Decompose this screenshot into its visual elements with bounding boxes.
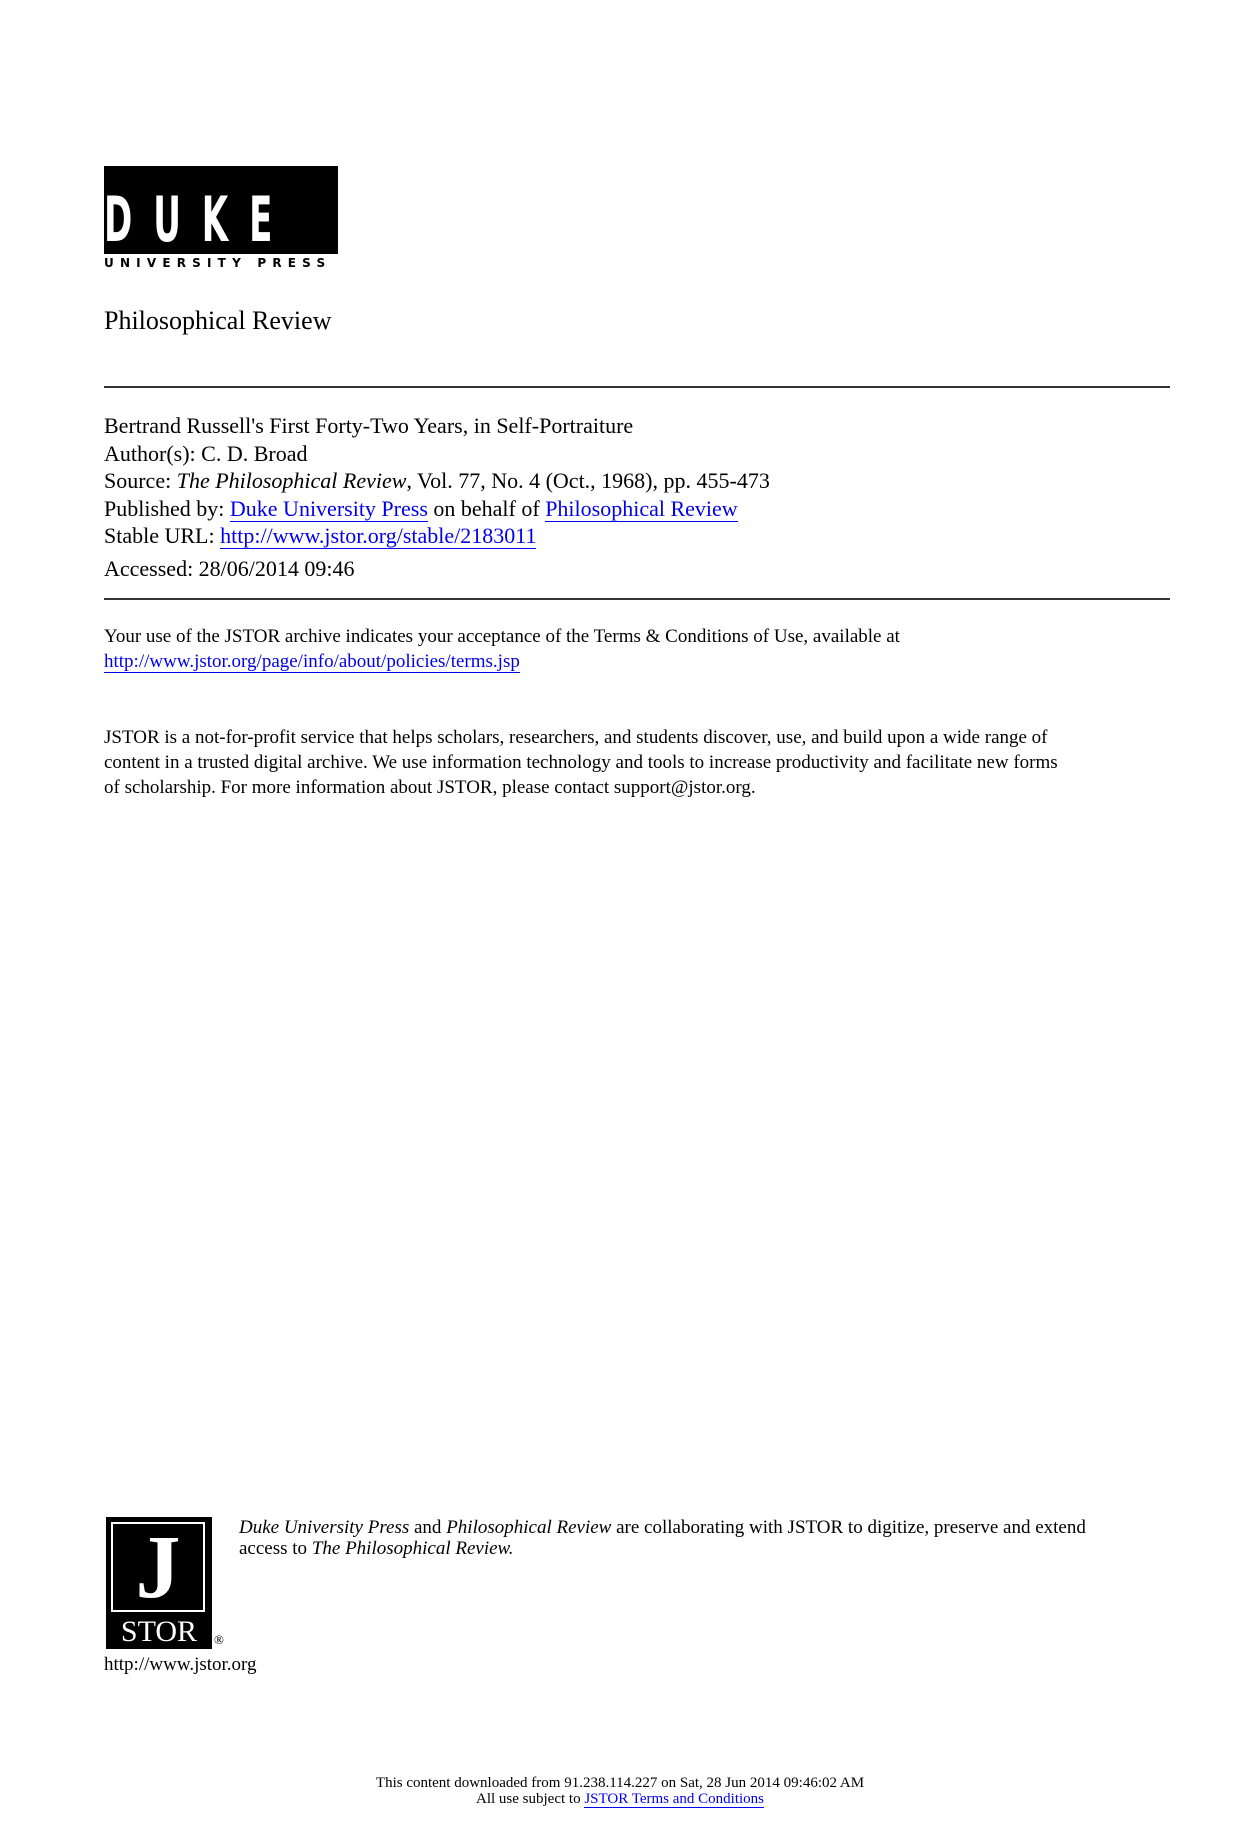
- footer-terms: All use subject to JSTOR Terms and Conditions: [476, 1791, 764, 1807]
- about-line: of scholarship. For more information about JSTOR, please contact support@jstor.org.: [104, 777, 756, 798]
- journal-name: Philosophical Review: [104, 306, 332, 335]
- jstor-url: http://www.jstor.org: [104, 1654, 257, 1675]
- registered-mark: ®: [214, 1632, 224, 1647]
- jstor-logo: J STOR: [106, 1517, 212, 1649]
- about-line: JSTOR is a not-for-profit service that helps scholars, researchers, and students discover, use, and build upon a wide range of: [104, 727, 1048, 748]
- terms-line2: [104, 651, 520, 673]
- stable-url-line: Stable URL: http://www.jstor.org/stable/2183011: [104, 523, 537, 548]
- article-title: Bertrand Russell's First Forty-Two Years, in Self-Portraiture: [104, 413, 634, 438]
- about-line: content in a trusted digital archive. We use information technology and tools to increase productivity and facilitate new forms: [104, 752, 1058, 773]
- published-line: Published by: Duke University Press on behalf of Philosophical Review: [104, 496, 738, 521]
- accessed-date: Accessed: 28/06/2014 09:46: [104, 556, 355, 581]
- divider: [104, 598, 1170, 600]
- terms-text: Your use of the JSTOR archive indicates your acceptance of the Terms & Conditions of Use, available at: [104, 626, 900, 647]
- source-line: Source: The Philosophical Review, Vol. 77, No. 4 (Oct., 1968), pp. 455-473: [104, 468, 770, 493]
- journal-link[interactable]: Philosophical Review: [545, 496, 738, 521]
- duke-university-press-logo: DUKE UNIVERSITY PRESS: [104, 166, 338, 272]
- footer-terms-link[interactable]: JSTOR Terms and Conditions: [584, 1791, 764, 1807]
- publisher-link[interactable]: Duke University Press: [229, 496, 428, 521]
- collab-line2: access to The Philosophical Review.: [239, 1538, 514, 1559]
- author-line: Author(s): C. D. Broad: [104, 441, 308, 466]
- terms-link[interactable]: http://www.jstor.org/page/info/about/policies/terms.jsp: [104, 651, 520, 672]
- footer-download-info: This content downloaded from 91.238.114.227 on Sat, 28 Jun 2014 09:46:02 AM: [375, 1775, 865, 1791]
- stable-url-link[interactable]: http://www.jstor.org/stable/2183011: [220, 523, 537, 548]
- divider: [104, 386, 1170, 388]
- collab-line1: Duke University Press and Philosophical Review are collaborating with JSTOR to digitize, preserve and extend: [239, 1517, 1086, 1538]
